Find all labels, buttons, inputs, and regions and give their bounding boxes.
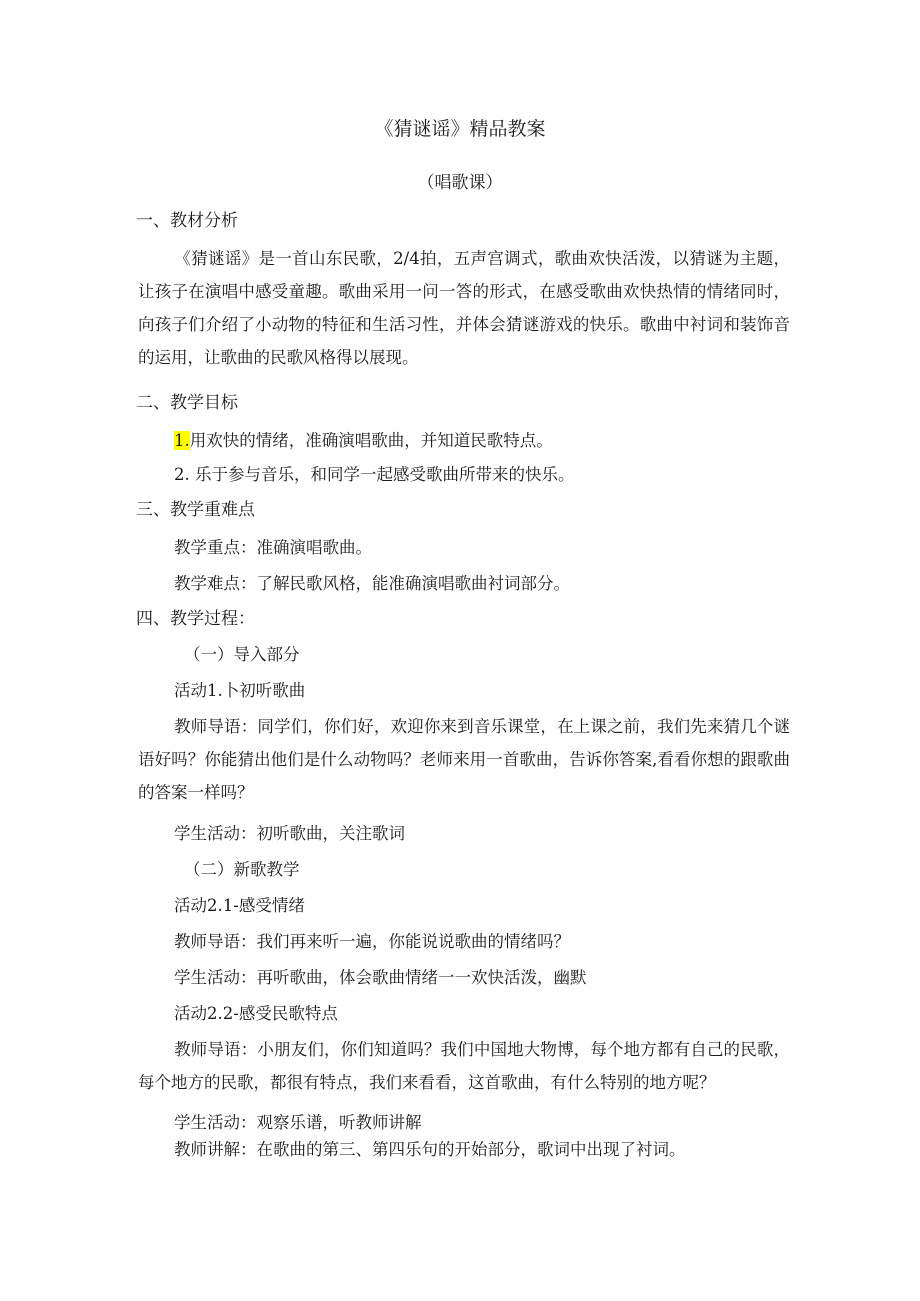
goal-text-1: 用欢快的情绪，准确演唱歌曲，并知道民歌特点。 <box>189 431 553 450</box>
student-activity-2-2: 学生活动：观察乐谱，听教师讲解 <box>174 1113 422 1132</box>
teacher-intro-2-2 <box>138 1033 790 1099</box>
student-activity-1: 学生活动：初听歌曲，关注歌词 <box>174 824 405 843</box>
activity-2-2-title: 活动2.2-感受民歌特点 <box>174 1004 338 1023</box>
section-heading-process: 四、教学过程： <box>136 609 255 629</box>
student-activity-2-1: 学生活动：再听歌曲，体会歌曲情绪一一欢快活泼，幽默 <box>174 968 587 987</box>
teacher-explanation: 教师讲解：在歌曲的第三、第四乐句的开始部分，歌词中出现了衬词。 <box>174 1140 686 1159</box>
section-heading-key-points: 三、教学重难点 <box>136 500 255 520</box>
activity-1-title: 活动1.卜初听歌曲 <box>174 681 306 700</box>
difficult-point: 教学难点：了解民歌风格，能准确演唱歌曲衬词部分。 <box>174 574 570 593</box>
section-heading-materials: 一、教材分析 <box>136 211 238 231</box>
teacher-intro-1 <box>138 710 790 809</box>
document-subtitle: （唱歌课） <box>417 173 503 193</box>
teacher-intro-2-2-text: 教师导语：小朋友们，你们知道吗？我们中国地大物博，每个地方都有自己的民歌，每个地方的民歌，都很有特点，我们来看看，这首歌曲，有什么特别的地方呢？ <box>138 1040 790 1092</box>
materials-paragraph-text: 《猜谜谣》是一首山东民歌，2/4拍，五声宫调式，歌曲欢快活泼，以猜谜为主题，让孩子在演唱中感受童趣。歌曲采用一问一答的形式，在感受歌曲欢快热情的情绪同时，向孩子们介绍了小动物的特征和生活习性，并体会猜谜游戏的快乐。歌曲中衬词和装饰音的运用，让歌曲的民歌风格得以展现。 <box>138 249 790 367</box>
section-heading-goals: 二、教学目标 <box>136 393 238 413</box>
key-point: 教学重点：准确演唱歌曲。 <box>174 538 372 557</box>
teacher-intro-1-text: 教师导语：同学们，你们好，欢迎你来到音乐课堂，在上课之前，我们先来猜几个谜语好吗？你能猜出他们是什么动物吗？老师来用一首歌曲，告诉你答案,看看你想的跟歌曲的答案一样吗？ <box>138 717 790 802</box>
goal-item-2: 2. 乐于参与音乐，和同学一起感受歌曲所带来的快乐。 <box>174 465 575 484</box>
activity-2-1-title: 活动2.1-感受情绪 <box>174 896 305 915</box>
document-title: 《猜谜谣》精品教案 <box>374 118 546 140</box>
teacher-intro-2-1: 教师导语：我们再来听一遍，你能说说歌曲的情绪吗？ <box>174 932 570 951</box>
subsection-new-song: （二）新歌教学 <box>184 860 300 879</box>
materials-paragraph <box>138 242 790 374</box>
subsection-intro: （一）导入部分 <box>184 645 300 664</box>
goal-number-highlight: 1. <box>174 431 190 450</box>
goal-item-1 <box>174 430 553 452</box>
